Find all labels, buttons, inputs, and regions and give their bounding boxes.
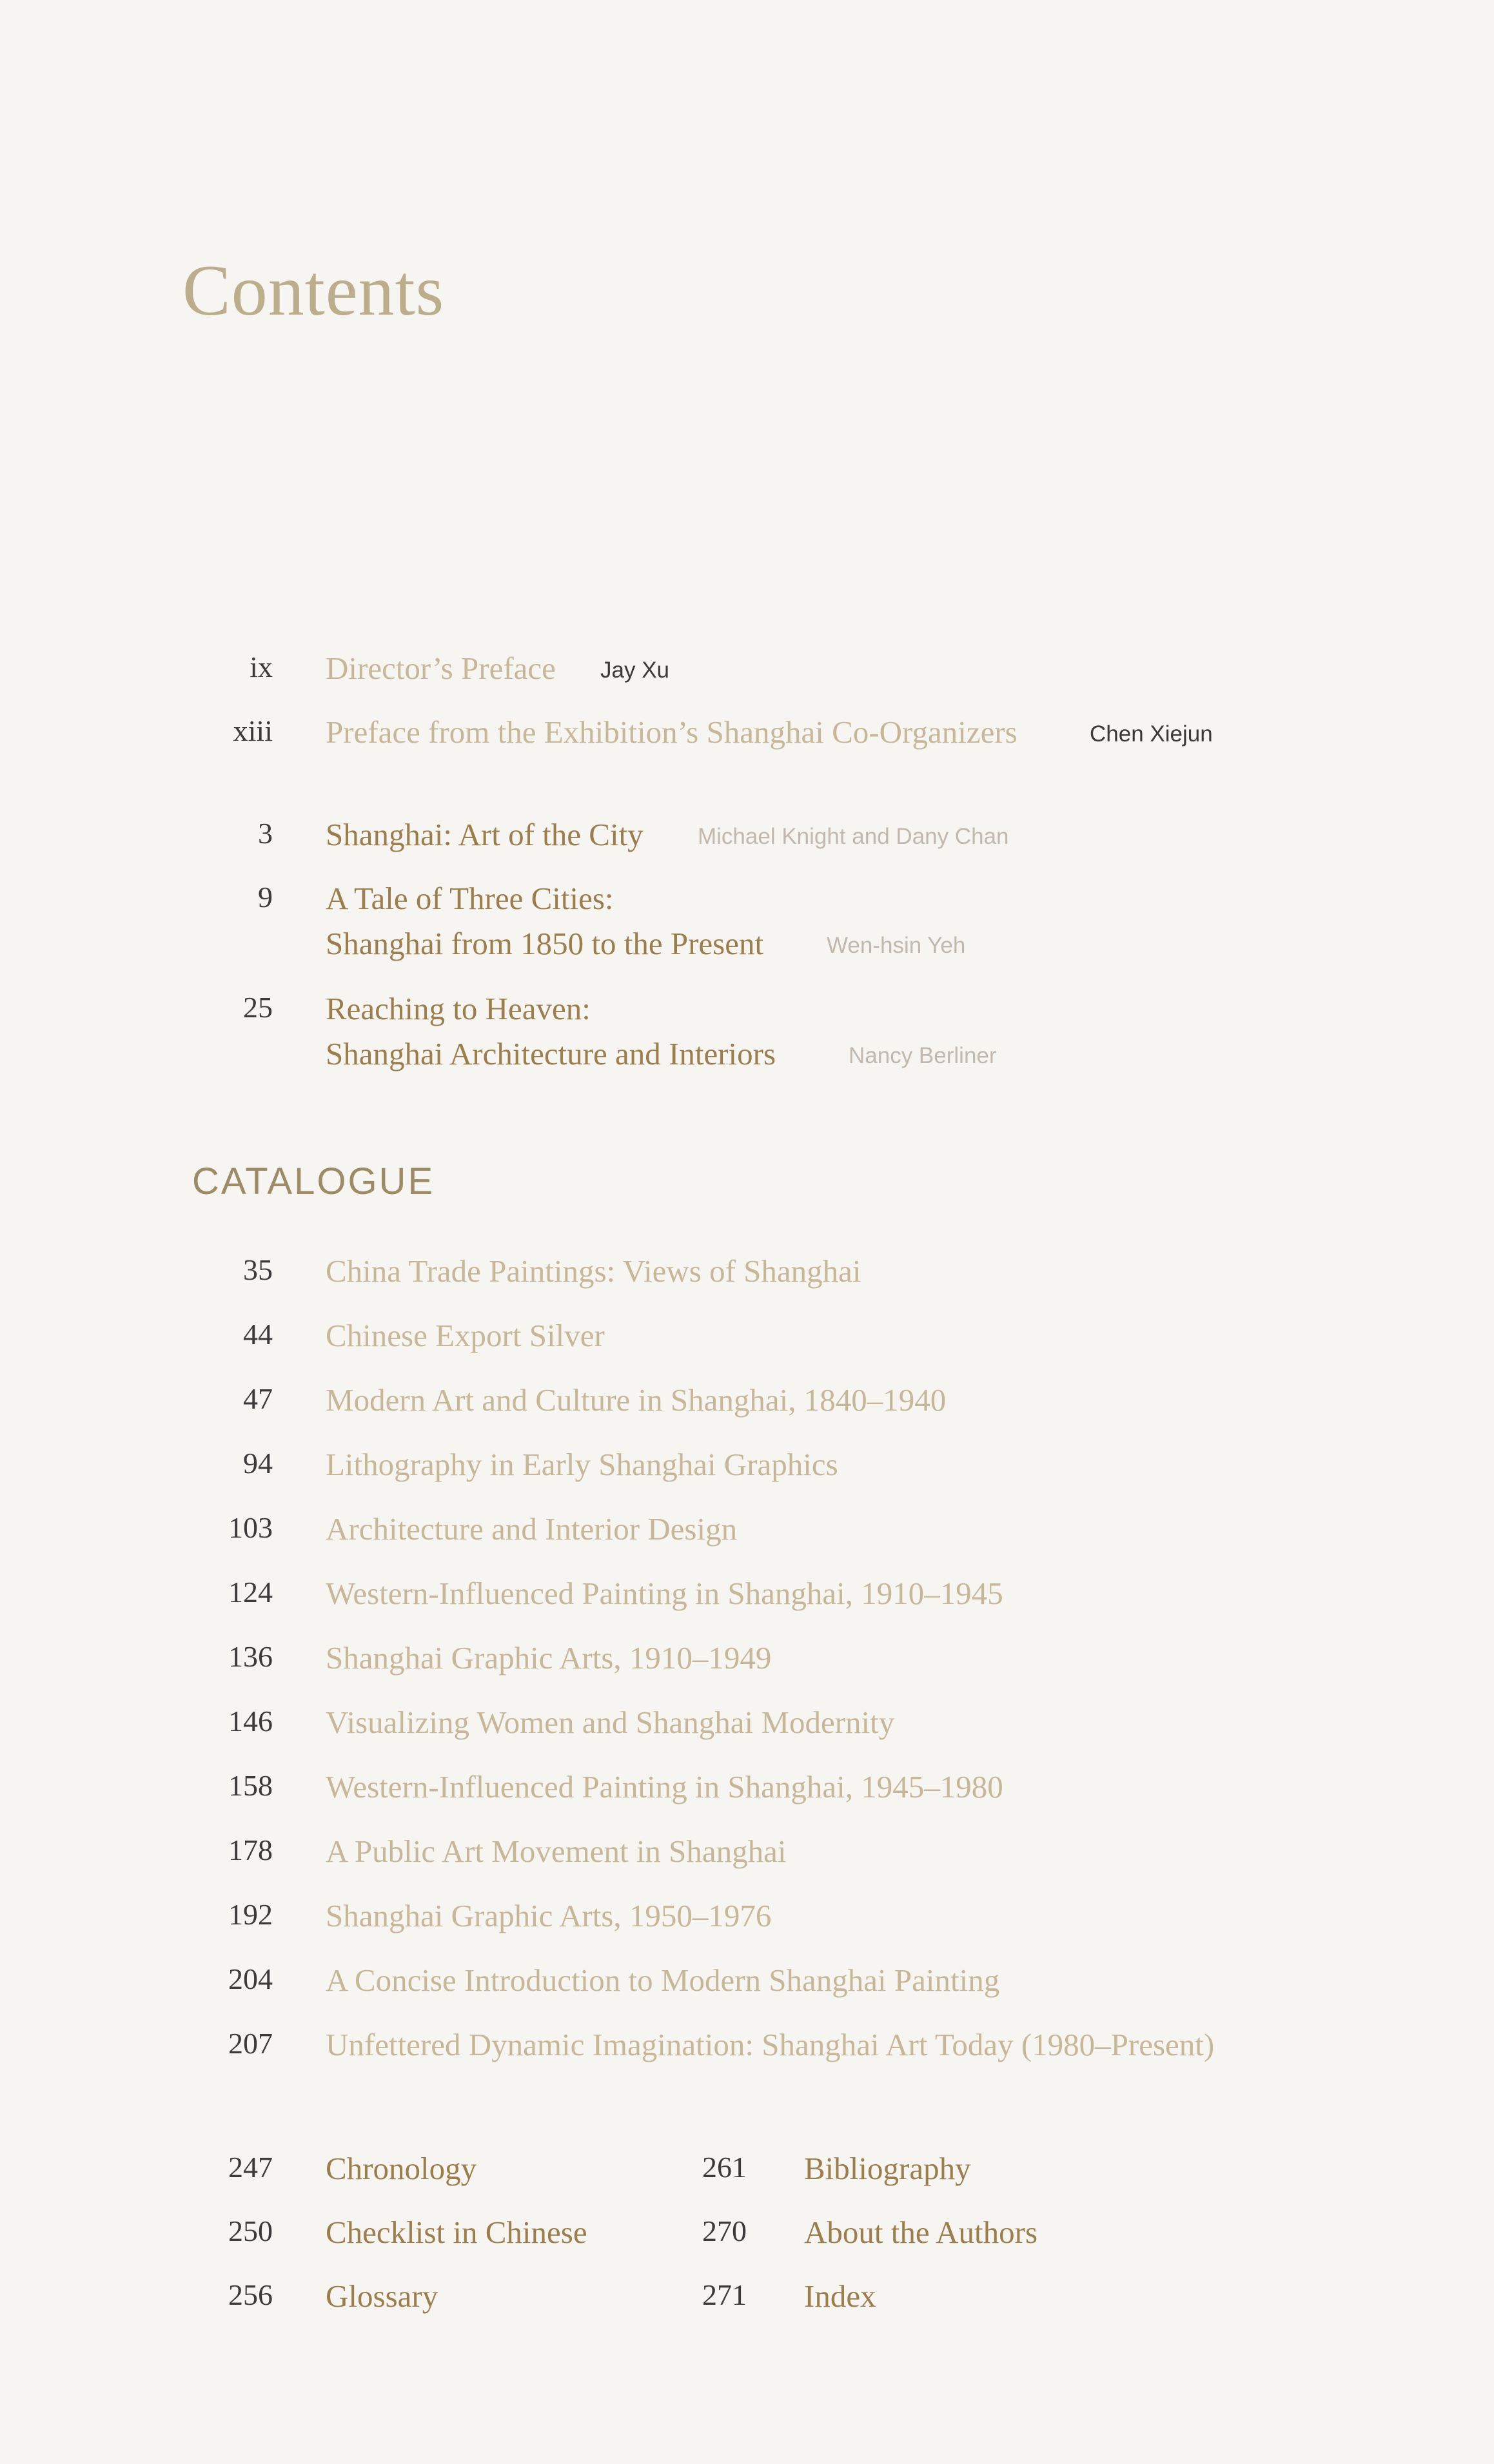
- entry-title: About the Authors: [804, 2215, 1038, 2250]
- page-number: 178: [228, 1833, 273, 1866]
- entry-title: Architecture and Interior Design: [326, 1511, 738, 1547]
- entry-title: Bibliography: [804, 2151, 971, 2186]
- catalogue-heading: CATALOGUE: [192, 1160, 435, 1202]
- page-number: 207: [228, 2027, 273, 2060]
- page-number: 270: [702, 2215, 747, 2247]
- entry-author: Jay Xu: [600, 658, 669, 683]
- entry-author: Nancy Berliner: [849, 1043, 997, 1068]
- page-number: xiii: [233, 714, 273, 747]
- entry-title: Preface from the Exhibition’s Shanghai Co-Organizers: [326, 714, 1017, 750]
- page-number: 271: [702, 2278, 747, 2311]
- page-title: Contents: [182, 251, 445, 331]
- entry-title: Western-Influenced Painting in Shanghai, 1945–1980: [326, 1769, 1003, 1804]
- page-number: 204: [228, 1962, 273, 1995]
- entry-title: Lithography in Early Shanghai Graphics: [326, 1447, 838, 1482]
- entry-title: Chinese Export Silver: [326, 1318, 605, 1353]
- entry-title: A Concise Introduction to Modern Shanghai Painting: [326, 1962, 1000, 1998]
- entry-title-line1: Reaching to Heaven:: [326, 991, 591, 1026]
- page-number: 25: [243, 991, 273, 1024]
- page-number: 3: [258, 817, 273, 850]
- entry-title: Western-Influenced Painting in Shanghai, 1910–1945: [326, 1576, 1003, 1611]
- page-number: 47: [243, 1382, 273, 1415]
- page-number: 9: [258, 881, 273, 914]
- entry-title: Glossary: [326, 2278, 438, 2314]
- entry-title: Unfettered Dynamic Imagination: Shanghai Art Today (1980–Present): [326, 2027, 1215, 2062]
- page-number: 247: [228, 2151, 273, 2184]
- page-number: 124: [228, 1576, 273, 1608]
- page-number: 250: [228, 2215, 273, 2247]
- page-number: 136: [228, 1640, 273, 1673]
- entry-title: Index: [804, 2278, 876, 2314]
- page-number: 146: [228, 1705, 273, 1737]
- entry-title-line2: Shanghai from 1850 to the Present: [326, 926, 764, 961]
- entry-title: Chronology: [326, 2151, 477, 2186]
- entry-author: Wen-hsin Yeh: [827, 933, 966, 958]
- page-number: 35: [243, 1253, 273, 1286]
- entry-author: Michael Knight and Dany Chan: [698, 824, 1009, 849]
- page-number: 256: [228, 2278, 273, 2311]
- page-number: 158: [228, 1769, 273, 1802]
- entry-title: China Trade Paintings: Views of Shanghai: [326, 1253, 861, 1289]
- entry-author: Chen Xiejun: [1090, 721, 1213, 747]
- entry-title-line1: A Tale of Three Cities:: [326, 881, 614, 916]
- page-number: 261: [702, 2151, 747, 2184]
- entry-title: Modern Art and Culture in Shanghai, 1840–1940: [326, 1382, 947, 1418]
- entry-title: Checklist in Chinese: [326, 2215, 587, 2250]
- page-number: 94: [243, 1447, 273, 1480]
- entry-title-line2: Shanghai Architecture and Interiors: [326, 1036, 776, 1071]
- entry-title: Shanghai Graphic Arts, 1910–1949: [326, 1640, 772, 1676]
- entry-title: Shanghai: Art of the City: [326, 817, 644, 852]
- entry-title: Shanghai Graphic Arts, 1950–1976: [326, 1898, 772, 1933]
- entry-title: Director’s Preface: [326, 650, 556, 686]
- entry-title: A Public Art Movement in Shanghai: [326, 1833, 787, 1869]
- page-number: ix: [250, 650, 273, 683]
- entry-title: Visualizing Women and Shanghai Modernity: [326, 1705, 895, 1740]
- page-number: 103: [228, 1511, 273, 1544]
- page-number: 192: [228, 1898, 273, 1931]
- page-number: 44: [243, 1318, 273, 1351]
